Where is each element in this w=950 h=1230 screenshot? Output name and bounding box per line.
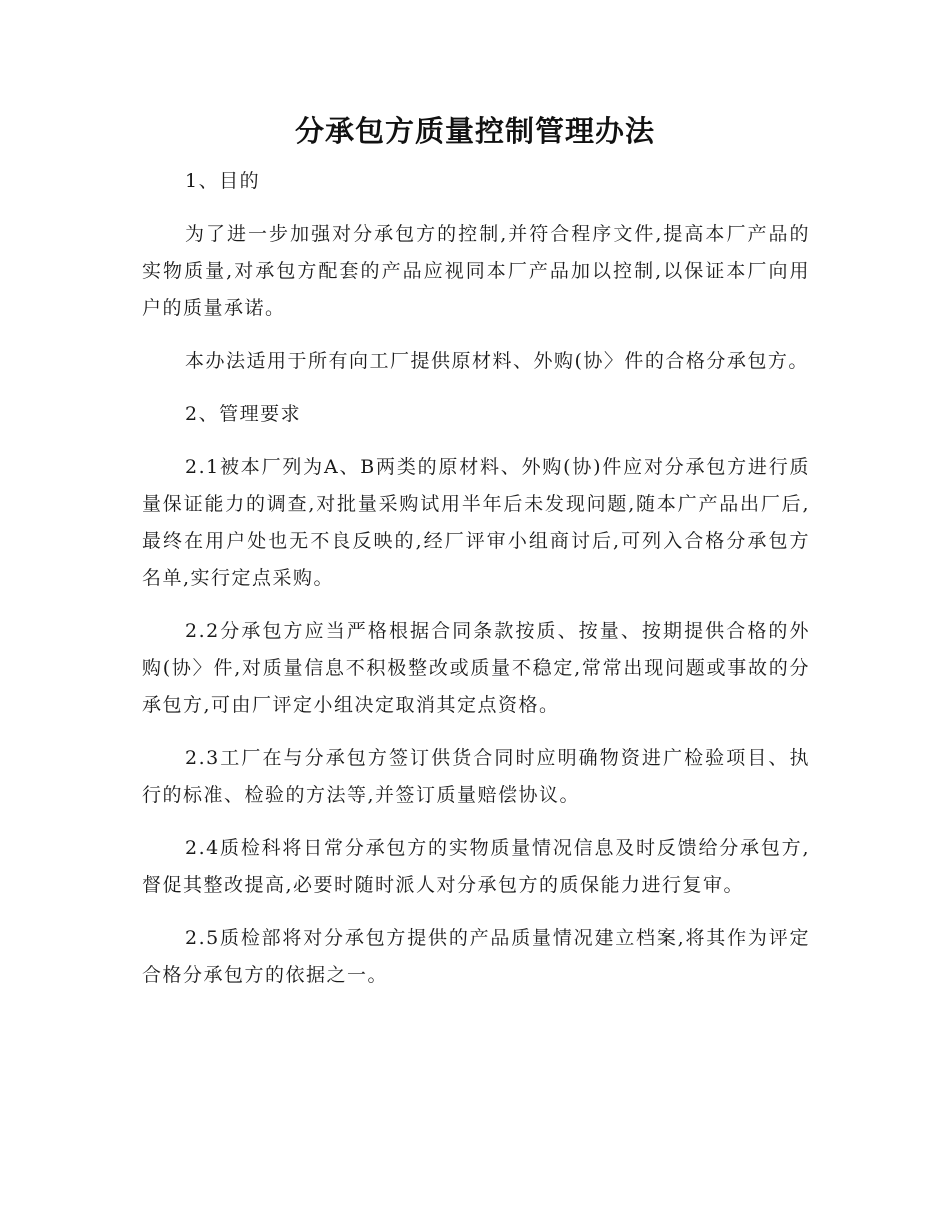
section-2-heading: 2、管理要求 (185, 403, 302, 425)
section-2-item-2-3: 2.3工厂在与分承包方签订供货合同时应明确物资进广检验项目、执行的标准、检验的方法等,并签订质量赔偿协议。 (142, 747, 810, 806)
section-2-item-2-2: 2.2分承包方应当严格根据合同条款按质、按量、按期提供合格的外购(协〉件,对质量信息不积极整改或质量不稳定,常常出现问题或事故的分承包方,可由厂评定小组决定取消其定点资格。 (142, 620, 810, 716)
document-body (142, 163, 810, 1010)
document-title: 分承包方质量控制管理办法 (294, 114, 655, 148)
section-2-item-2-4: 2.4质检科将日常分承包方的实物质量情况信息及时反馈给分承包方,督促其整改提高,必要时随时派人对分承包方的质保能力进行复审。 (142, 837, 810, 896)
section-2-item-2-1: 2.1被本厂列为A、B两类的原材料、外购(协)件应对分承包方进行质量保证能力的调查,对批量采购试用半年后未发现问题,随本广产品出厂后,最终在用户处也无不良反映的,经厂评审小组商讨后,可列入合格分承包方名单,实行定点采购。 (142, 456, 810, 589)
section-1-heading: 1、目的 (185, 170, 261, 192)
section-2-item-2-5: 2.5质检部将对分承包方提供的产品质量情况建立档案,将其作为评定合格分承包方的依据之一。 (142, 927, 810, 986)
section-1-paragraph-2: 本办法适用于所有向工厂提供原材料、外购(协〉件的合格分承包方。 (185, 350, 809, 372)
section-1-paragraph-1: 为了进一步加强对分承包方的控制,并符合程序文件,提高本厂产品的实物质量,对承包方配套的产品应视同本厂产品加以控制,以保证本厂向用户的质量承诺。 (142, 223, 810, 319)
